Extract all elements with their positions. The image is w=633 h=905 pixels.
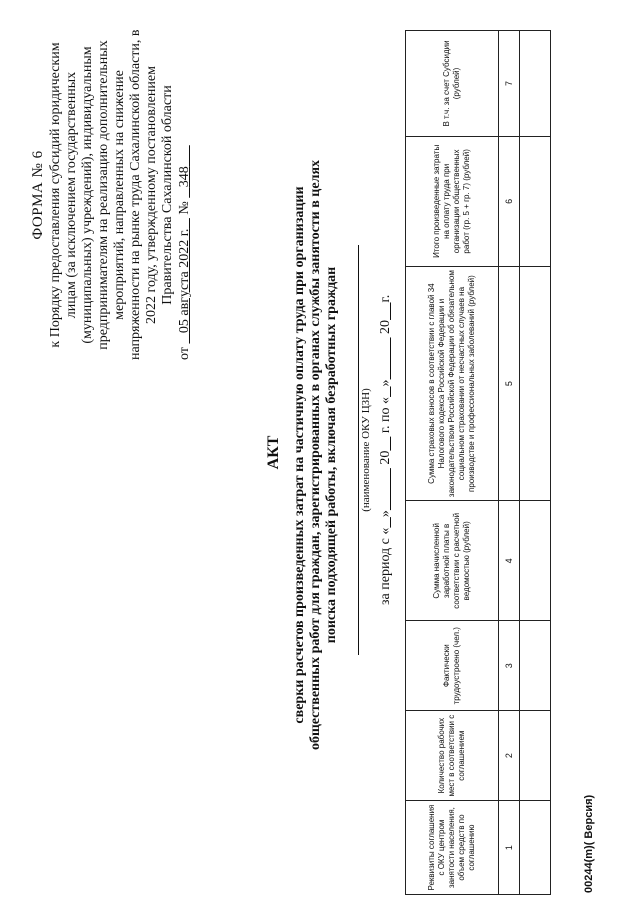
column-header: Количество рабочих мест в соответствии с соглашением: [406, 711, 499, 801]
table-cell: [520, 136, 551, 266]
form-number: ФОРМА № 6: [30, 150, 46, 240]
header-line: напряженности на рынке труда Сахалинской области, в: [128, 29, 143, 360]
okuczn-caption: (наименование ОКУ ЦЗН): [360, 388, 372, 512]
subtitle-line: общественных работ для граждан, зарегистрированных в органах службы занятости в целях: [308, 159, 323, 751]
header-line: Правительства Сахалинской области: [160, 85, 175, 305]
header-line: лицам (за исключением государственных: [64, 71, 79, 319]
column-header: Сумма страховых взносов в соответствии с главой 34 Налогового кодекса Российской Федерации и законодательством Российской Федерации об обязательном социальном страховании от несчастных случаев на производстве и профессиональных заболеваний (рублей): [406, 266, 499, 501]
subtitle-line: поиска подходящей работы, включая безработных граждан: [324, 266, 339, 644]
decree-date: 05 августа 2022 г.: [177, 228, 192, 334]
table-cell: [520, 31, 551, 137]
document-code: 00244(m)( Версия): [583, 794, 595, 893]
document-title: АКТ: [265, 435, 282, 470]
table-header-row: [406, 31, 499, 895]
column-header: Реквизиты соглашения с ОКУ центром занятости населения, объем средств по соглашению: [406, 801, 499, 895]
form-header: [30, 30, 193, 360]
table-cell: [520, 621, 551, 711]
table-cell: [520, 266, 551, 501]
column-header: Фактически трудоустроено (чел.): [406, 621, 499, 711]
document-subtitle: [292, 145, 340, 765]
decree-number: 348: [177, 166, 192, 188]
table-cell: [520, 801, 551, 895]
table-cell: [520, 501, 551, 621]
column-header: В т.ч. за счет Субсидии (рублей): [406, 31, 499, 137]
header-line: мероприятий, направленных на снижение: [112, 70, 127, 320]
column-number: 3: [499, 621, 520, 711]
subtitle-line: сверки расчетов произведенных затрат на частичную оплату труда при организации: [292, 186, 307, 724]
okuczn-name-line: [358, 245, 359, 655]
column-number: 6: [499, 136, 520, 266]
header-line: к Порядку предоставления субсидий юридическим: [48, 42, 63, 348]
decree-number-label: №: [177, 201, 192, 215]
column-number-row: [499, 31, 520, 895]
column-number: 4: [499, 501, 520, 621]
table-cell: [520, 711, 551, 801]
column-number: 2: [499, 711, 520, 801]
decree-row: [177, 30, 193, 360]
header-line: предпринимателям на реализацию дополнительных: [96, 40, 111, 350]
column-number: 5: [499, 266, 520, 501]
reconciliation-table: [405, 30, 551, 895]
column-header: Итого произведенные затраты на оплату труда при организации общественных работ (гр. 5 + гр. 7) (рублей): [406, 136, 499, 266]
table-row: [520, 31, 551, 895]
column-header: Сумма начисленной заработной платы в соответствии с расчетной ведомостью (рублей): [406, 501, 499, 621]
decree-prefix: от: [177, 347, 192, 360]
period-row: за период с « » 20 г. по « » 20 г.: [378, 294, 393, 605]
header-line: (муниципальных) учреждений), индивидуальным: [80, 46, 95, 344]
column-number: 7: [499, 31, 520, 137]
column-number: 1: [499, 801, 520, 895]
header-line: 2022 году, утвержденному постановлением: [144, 66, 159, 324]
